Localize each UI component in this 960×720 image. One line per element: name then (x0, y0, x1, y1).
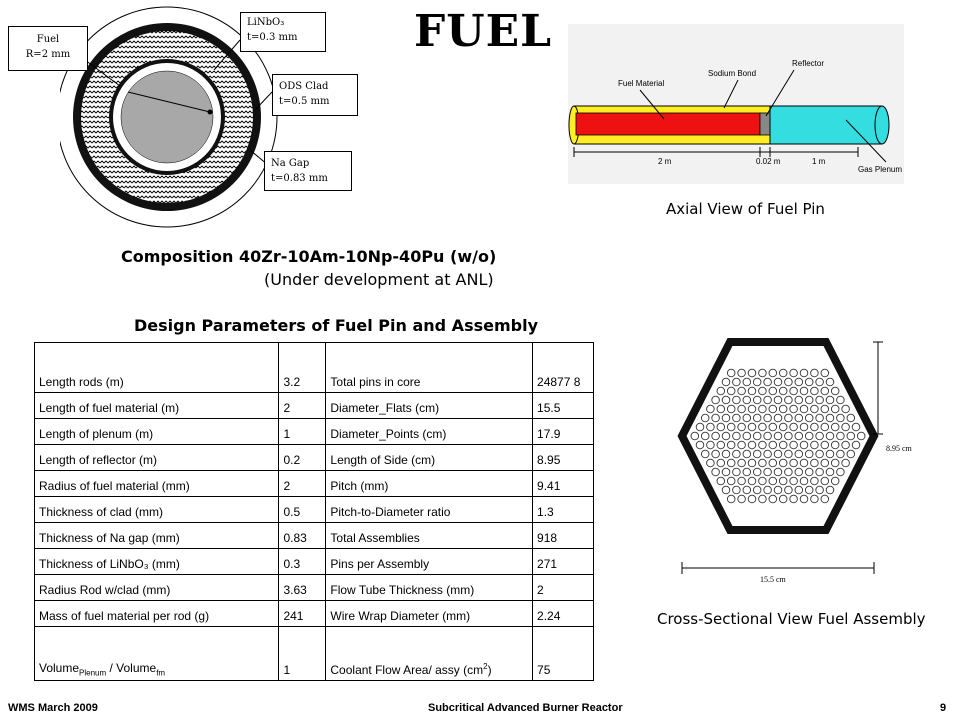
param-value-cell: 17.9 (533, 419, 594, 445)
fuel-core (121, 71, 213, 163)
table-row (35, 393, 594, 419)
coolant-area-close: ) (487, 663, 492, 677)
param-name-cell: Flow Tube Thickness (mm) (326, 575, 533, 601)
param-value-cell: 2 (533, 575, 594, 601)
table-row (35, 575, 594, 601)
gas-plenum-region (770, 106, 882, 144)
fuel-callout (8, 26, 88, 71)
param-value-cell: 3.63 (279, 575, 326, 601)
param-name-cell: Thickness of LiNbO₃ (mm) (35, 549, 279, 575)
param-value-cell: 0.5 (279, 497, 326, 523)
design-parameters-body (35, 343, 594, 681)
param-name-cell: Total pins in core (326, 343, 533, 393)
axial-view-figure (568, 24, 904, 184)
param-name-cell (35, 627, 279, 681)
param-value-cell: 24877 8 (533, 343, 594, 393)
param-value-cell: 2 (279, 471, 326, 497)
param-name-cell: Wire Wrap Diameter (mm) (326, 601, 533, 627)
table-row (35, 523, 594, 549)
param-value-cell: 1.3 (533, 497, 594, 523)
ods-clad-callout-label: ODS Clad (279, 81, 329, 92)
dim-2m-label: 2 m (658, 157, 672, 166)
footer-title: Subcritical Advanced Burner Reactor (428, 702, 623, 714)
param-name-cell: Mass of fuel material per rod (g) (35, 601, 279, 627)
linbo3-callout-label: LiNbO₃ (247, 17, 285, 28)
linbo3-callout (240, 12, 326, 52)
param-value-cell: 0.83 (279, 523, 326, 549)
fuel-material-label: Fuel Material (618, 79, 665, 88)
dim-1m-label: 1 m (812, 157, 826, 166)
param-value-cell: 1 (279, 627, 326, 681)
fuel-callout-label: Fuel (36, 34, 60, 45)
table-row (35, 601, 594, 627)
param-name-cell: Length of reflector (m) (35, 445, 279, 471)
table-row (35, 419, 594, 445)
side-dimension-label: 8.95 cm (886, 444, 912, 453)
ods-clad-callout (272, 74, 358, 116)
param-name-cell: Length of fuel material (m) (35, 393, 279, 419)
param-value-cell: 918 (533, 523, 594, 549)
param-value-cell: 3.2 (279, 343, 326, 393)
fm-subscript: fm (156, 668, 166, 677)
param-name-cell: Radius of fuel material (mm) (35, 471, 279, 497)
param-value-cell: 241 (279, 601, 326, 627)
linbo3-callout-value: t=0.3 mm (247, 32, 298, 43)
assembly-cross-section-figure (648, 336, 944, 600)
axial-view-diagram (568, 24, 904, 184)
assembly-cross-section-caption: Cross-Sectional View Fuel Assembly (657, 610, 926, 628)
volume-text: Volume (39, 660, 80, 675)
param-name-cell: Pitch (mm) (326, 471, 533, 497)
param-value-cell: 1 (279, 419, 326, 445)
param-name-cell: Radius Rod w/clad (mm) (35, 575, 279, 601)
flats-dimension-label: 15.5 cm (760, 575, 786, 584)
reflector-label: Reflector (792, 59, 825, 68)
na-gap-callout-value: t=0.83 mm (271, 173, 328, 184)
composition-line: Composition 40Zr-10Am-10Np-40Pu (w/o) (121, 247, 497, 266)
design-parameters-heading: Design Parameters of Fuel Pin and Assembly (134, 316, 538, 335)
param-value-cell: 9.41 (533, 471, 594, 497)
table-row (35, 471, 594, 497)
table-row (35, 497, 594, 523)
param-name-cell: Pins per Assembly (326, 549, 533, 575)
param-value-cell: 0.2 (279, 445, 326, 471)
param-name-cell: Length rods (m) (35, 343, 279, 393)
fuel-material-region (576, 113, 760, 135)
hex-outline (682, 342, 874, 530)
axial-view-caption: Axial View of Fuel Pin (666, 200, 825, 218)
param-name-cell (326, 627, 533, 681)
na-gap-callout (264, 151, 352, 191)
design-parameters-table (34, 342, 594, 681)
plenum-subscript: Plenum (79, 668, 107, 677)
hex-assembly-diagram (648, 336, 944, 600)
param-name-cell: Diameter_Points (cm) (326, 419, 533, 445)
na-gap-callout-label: Na Gap (271, 158, 310, 169)
param-name-cell: Pitch-to-Diameter ratio (326, 497, 533, 523)
param-name-cell: Diameter_Flats (cm) (326, 393, 533, 419)
footer-page-number: 9 (940, 702, 947, 714)
param-value-cell: 271 (533, 549, 594, 575)
param-value-cell: 75 (533, 627, 594, 681)
param-value-cell: 2 (279, 393, 326, 419)
param-name-cell: Thickness of Na gap (mm) (35, 523, 279, 549)
gas-plenum-label: Gas Plenum (858, 165, 903, 174)
reflector-region (760, 113, 770, 135)
squared-superscript: 2 (483, 662, 488, 671)
coolant-area-text: Coolant Flow Area/ assy (cm (330, 663, 484, 677)
ods-clad-callout-value: t=0.5 mm (279, 96, 330, 107)
param-name-cell: Thickness of clad (mm) (35, 497, 279, 523)
page-title: FUEL (414, 6, 553, 57)
table-row (35, 549, 594, 575)
param-value-cell: 0.3 (279, 549, 326, 575)
fuel-callout-value: R=2 mm (25, 49, 71, 60)
table-row (35, 343, 594, 393)
param-name-cell: Length of Side (cm) (326, 445, 533, 471)
table-row (35, 445, 594, 471)
param-value-cell: 8.95 (533, 445, 594, 471)
table-row (35, 627, 594, 681)
footer-date: WMS March 2009 (8, 702, 98, 714)
dim-002m-label: 0.02 m (756, 157, 781, 166)
composition-note: (Under development at ANL) (264, 270, 494, 289)
param-value-cell: 15.5 (533, 393, 594, 419)
param-value-cell: 2.24 (533, 601, 594, 627)
param-name-cell: Total Assemblies (326, 523, 533, 549)
sodium-bond-label: Sodium Bond (708, 69, 757, 78)
volume-text: / Volume (106, 660, 157, 675)
param-name-cell: Length of plenum (m) (35, 419, 279, 445)
